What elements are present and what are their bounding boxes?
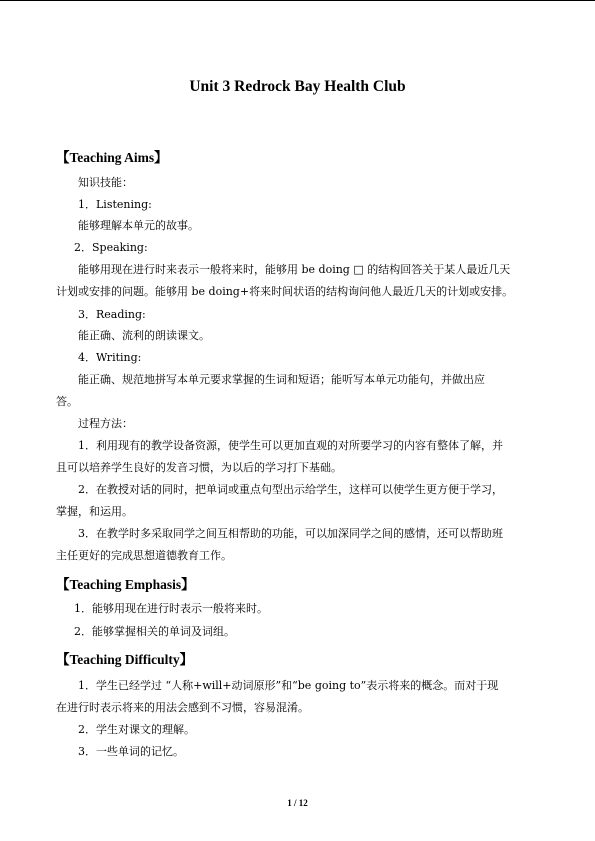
page-number: 1 / 12 — [287, 798, 308, 808]
paragraph-line: 3．一些单词的记忆。 — [78, 745, 184, 758]
paragraph-line: 能够用现在进行时来表示一般将来时，能够用 be doing □ 的结构回答关于某人最近几天 — [78, 263, 511, 276]
paragraph-line: 2．Speaking: — [74, 241, 148, 254]
paragraph-line: 2．学生对课文的理解。 — [78, 723, 195, 736]
paragraph-line: 1．利用现有的教学设备资源，使学生可以更加直观的对所要学习的内容有整体了解，并 — [78, 439, 503, 452]
paragraph-line: 2．在教授对话的同时，把单词或重点句型出示给学生，这样可以使学生更方便于学习， — [78, 483, 503, 496]
heading-teaching-difficulty: 【Teaching Difficulty】 — [56, 652, 194, 667]
heading-teaching-aims: 【Teaching Aims】 — [56, 150, 168, 165]
paragraph-line: 1．Listening: — [78, 198, 152, 211]
paragraph-line: 计划或安排的问题。能够用 be doing+将来时间状语的结构询问他人最近几天的计划或安排。 — [56, 285, 514, 298]
paragraph-line: 1．学生已经学过 “人称+will+动词原形”和“be going to”表示将来的概念。而对于现 — [78, 679, 499, 692]
paragraph-line: 且可以培养学生良好的发音习惯，为以后的学习打下基础。 — [56, 461, 342, 474]
paragraph-line: 知识技能： — [78, 176, 133, 189]
paragraph-line: 答。 — [56, 395, 78, 408]
paragraph-line: 3．在教学时多采取同学之间互相帮助的功能，可以加深同学之间的感情，还可以帮助班 — [78, 527, 503, 540]
heading-teaching-emphasis: 【Teaching Emphasis】 — [56, 577, 195, 592]
paragraph-line: 4．Writing: — [78, 351, 142, 364]
paragraph-line: 能正确、流利的朗读课文。 — [78, 329, 210, 342]
paragraph-line: 2．能够掌握相关的单词及词组。 — [74, 625, 235, 638]
paragraph-line: 能够理解本单元的故事。 — [78, 219, 199, 232]
paragraph-line: 能正确、规范地拼写本单元要求掌握的生词和短语；能听写本单元功能句，并做出应 — [78, 373, 485, 386]
paragraph-line: 过程方法： — [78, 417, 133, 430]
document-title: Unit 3 Redrock Bay Health Club — [189, 78, 406, 95]
paragraph-line: 掌握，和运用。 — [56, 505, 133, 518]
paragraph-line: 3．Reading: — [78, 308, 146, 321]
paragraph-line: 主任更好的完成思想道德教育工作。 — [56, 549, 232, 562]
paragraph-line: 在进行时表示将来的用法会感到不习惯，容易混淆。 — [56, 701, 309, 714]
paragraph-line: 1．能够用现在进行时表示一般将来时。 — [74, 602, 268, 615]
